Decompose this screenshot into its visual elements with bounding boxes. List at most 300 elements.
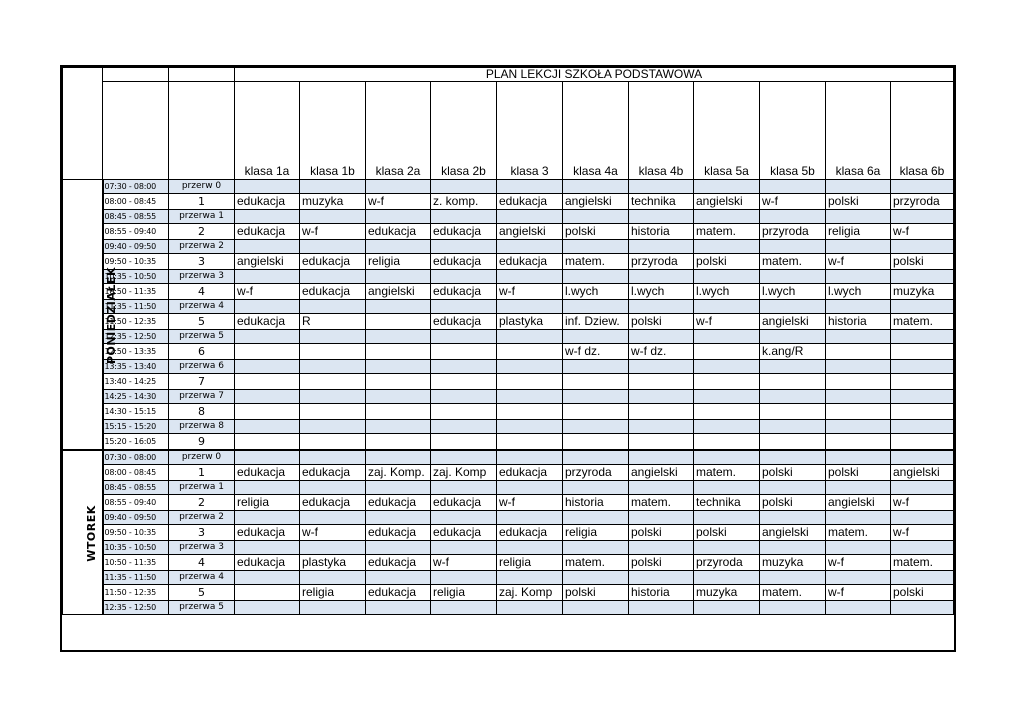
- subject-cell: edukacja: [235, 314, 300, 330]
- break-cell: [497, 601, 563, 615]
- break-cell: [235, 180, 300, 194]
- break-label: przerwa 6: [169, 360, 235, 374]
- subject-cell: technika: [629, 194, 694, 210]
- class-header: klasa 5b: [760, 82, 826, 180]
- subject-cell: w-f: [760, 194, 826, 210]
- day-name: WTOREK: [84, 504, 98, 562]
- break-row: [63, 300, 954, 314]
- page-title: PLAN LEKCJI SZKOŁA PODSTAWOWA: [235, 68, 954, 82]
- subject-cell: [235, 585, 300, 601]
- break-cell: [366, 240, 431, 254]
- subject-cell: l.wych: [629, 284, 694, 300]
- break-cell: [300, 450, 366, 465]
- break-cell: [431, 541, 497, 555]
- subject-cell: w-f: [300, 525, 366, 541]
- subject-cell: angielski: [235, 254, 300, 270]
- time-cell: 12:35 - 12:50: [103, 601, 169, 615]
- break-cell: [431, 450, 497, 465]
- subject-cell: w-f: [366, 194, 431, 210]
- break-cell: [235, 511, 300, 525]
- break-cell: [629, 360, 694, 374]
- subject-cell: polski: [629, 314, 694, 330]
- subject-cell: angielski: [760, 525, 826, 541]
- break-cell: [891, 210, 954, 224]
- subject-cell: religia: [300, 585, 366, 601]
- subject-cell: w-f: [891, 495, 954, 511]
- subject-cell: w-f: [891, 224, 954, 240]
- break-cell: [826, 210, 891, 224]
- break-cell: [826, 390, 891, 404]
- time-cell: 14:25 - 14:30: [103, 390, 169, 404]
- lesson-number: 1: [169, 465, 235, 481]
- break-cell: [563, 450, 629, 465]
- subject-cell: [497, 404, 563, 420]
- subject-cell: religia: [497, 555, 563, 571]
- subject-cell: [497, 434, 563, 451]
- lesson-number: 3: [169, 525, 235, 541]
- break-cell: [300, 571, 366, 585]
- time-cell: 08:45 - 08:55: [103, 210, 169, 224]
- subject-cell: w-f dz.: [629, 344, 694, 360]
- break-cell: [760, 601, 826, 615]
- break-cell: [826, 300, 891, 314]
- break-cell: [891, 481, 954, 495]
- subject-cell: [563, 404, 629, 420]
- subject-cell: matem.: [563, 254, 629, 270]
- lesson-row: [63, 344, 954, 360]
- break-label: przerwa 1: [169, 481, 235, 495]
- break-cell: [629, 511, 694, 525]
- break-cell: [891, 270, 954, 284]
- subject-cell: [891, 434, 954, 451]
- break-cell: [891, 450, 954, 465]
- break-cell: [694, 240, 760, 254]
- time-cell: 09:50 - 10:35: [103, 525, 169, 541]
- break-cell: [431, 481, 497, 495]
- subject-cell: edukacja: [497, 465, 563, 481]
- subject-cell: edukacja: [235, 555, 300, 571]
- time-cell: 12:35 - 12:50: [103, 330, 169, 344]
- break-cell: [694, 450, 760, 465]
- subject-cell: R: [300, 314, 366, 330]
- break-cell: [694, 571, 760, 585]
- time-cell: 12:50 - 13:35: [103, 344, 169, 360]
- break-cell: [497, 571, 563, 585]
- break-cell: [563, 390, 629, 404]
- subject-cell: religia: [431, 585, 497, 601]
- subject-cell: angielski: [563, 194, 629, 210]
- lesson-number: 1: [169, 194, 235, 210]
- break-cell: [235, 481, 300, 495]
- break-cell: [366, 450, 431, 465]
- break-cell: [497, 210, 563, 224]
- time-cell: 15:15 - 15:20: [103, 420, 169, 434]
- subject-cell: [235, 374, 300, 390]
- class-header: klasa 1a: [235, 82, 300, 180]
- break-row: [63, 210, 954, 224]
- subject-cell: polski: [694, 254, 760, 270]
- subject-cell: [694, 374, 760, 390]
- break-cell: [366, 511, 431, 525]
- break-cell: [826, 180, 891, 194]
- subject-cell: w-f: [300, 224, 366, 240]
- subject-cell: [760, 404, 826, 420]
- lesson-number: 3: [169, 254, 235, 270]
- time-cell: 14:30 - 15:15: [103, 404, 169, 420]
- break-cell: [497, 300, 563, 314]
- break-cell: [235, 270, 300, 284]
- break-row: [63, 511, 954, 525]
- subject-cell: matem.: [629, 495, 694, 511]
- break-cell: [300, 180, 366, 194]
- break-cell: [300, 240, 366, 254]
- subject-cell: edukacja: [366, 495, 431, 511]
- break-cell: [629, 450, 694, 465]
- time-cell: 08:45 - 08:55: [103, 481, 169, 495]
- break-cell: [497, 240, 563, 254]
- break-cell: [235, 390, 300, 404]
- subject-cell: edukacja: [431, 254, 497, 270]
- break-cell: [891, 240, 954, 254]
- break-cell: [235, 300, 300, 314]
- break-cell: [891, 541, 954, 555]
- subject-cell: [366, 404, 431, 420]
- lesson-row: [63, 585, 954, 601]
- subject-cell: matem.: [891, 314, 954, 330]
- break-cell: [300, 300, 366, 314]
- break-cell: [366, 481, 431, 495]
- lesson-row: [63, 374, 954, 390]
- break-cell: [694, 300, 760, 314]
- day-label-cell: [63, 450, 103, 615]
- subject-cell: zaj. Komp: [431, 465, 497, 481]
- break-cell: [366, 541, 431, 555]
- break-cell: [694, 420, 760, 434]
- break-cell: [497, 180, 563, 194]
- break-label: przerwa 5: [169, 330, 235, 344]
- subject-cell: polski: [826, 194, 891, 210]
- break-cell: [629, 601, 694, 615]
- time-cell: 10:35 - 10:50: [103, 270, 169, 284]
- break-cell: [694, 511, 760, 525]
- subject-cell: [891, 374, 954, 390]
- break-cell: [694, 210, 760, 224]
- subject-cell: [431, 434, 497, 451]
- time-cell: 11:35 - 11:50: [103, 571, 169, 585]
- break-row: [63, 240, 954, 254]
- subject-cell: w-f: [826, 555, 891, 571]
- subject-cell: religia: [563, 525, 629, 541]
- lesson-row: [63, 254, 954, 270]
- class-header: klasa 5a: [694, 82, 760, 180]
- subject-cell: [629, 434, 694, 451]
- subject-cell: [629, 374, 694, 390]
- subject-cell: w-f: [826, 585, 891, 601]
- break-cell: [366, 420, 431, 434]
- subject-cell: edukacja: [497, 525, 563, 541]
- subject-cell: zaj. Komp: [497, 585, 563, 601]
- subject-cell: angielski: [891, 465, 954, 481]
- lesson-row: [63, 314, 954, 330]
- subject-cell: przyroda: [563, 465, 629, 481]
- time-cell: 08:55 - 09:40: [103, 224, 169, 240]
- break-row: [63, 270, 954, 284]
- break-cell: [431, 180, 497, 194]
- break-cell: [235, 360, 300, 374]
- subject-cell: historia: [629, 224, 694, 240]
- break-cell: [760, 541, 826, 555]
- break-row: [63, 541, 954, 555]
- subject-cell: [366, 374, 431, 390]
- break-label: przerwa 1: [169, 210, 235, 224]
- break-cell: [497, 450, 563, 465]
- subject-cell: edukacja: [235, 224, 300, 240]
- subject-cell: angielski: [826, 495, 891, 511]
- break-label: przerwa 3: [169, 541, 235, 555]
- lesson-row: [63, 194, 954, 210]
- break-cell: [235, 210, 300, 224]
- break-cell: [431, 300, 497, 314]
- break-cell: [235, 420, 300, 434]
- subject-cell: [563, 434, 629, 451]
- break-cell: [694, 541, 760, 555]
- time-cell: 09:40 - 09:50: [103, 240, 169, 254]
- break-cell: [694, 601, 760, 615]
- time-cell: 09:40 - 09:50: [103, 511, 169, 525]
- break-cell: [431, 270, 497, 284]
- subject-cell: angielski: [629, 465, 694, 481]
- break-cell: [497, 541, 563, 555]
- subject-cell: angielski: [497, 224, 563, 240]
- break-cell: [694, 330, 760, 344]
- break-cell: [760, 571, 826, 585]
- lesson-row: [63, 404, 954, 420]
- break-cell: [497, 420, 563, 434]
- subject-cell: [235, 434, 300, 451]
- break-label: przerwa 7: [169, 390, 235, 404]
- time-cell: 08:00 - 08:45: [103, 465, 169, 481]
- subject-cell: muzyka: [300, 194, 366, 210]
- break-cell: [366, 270, 431, 284]
- lesson-number: 5: [169, 314, 235, 330]
- break-cell: [497, 270, 563, 284]
- break-cell: [300, 210, 366, 224]
- subject-cell: historia: [826, 314, 891, 330]
- break-cell: [760, 360, 826, 374]
- class-header: klasa 3: [497, 82, 563, 180]
- subject-cell: polski: [629, 525, 694, 541]
- subject-cell: [431, 404, 497, 420]
- break-row: [63, 420, 954, 434]
- subject-cell: religia: [826, 224, 891, 240]
- break-cell: [891, 360, 954, 374]
- break-cell: [826, 240, 891, 254]
- break-cell: [694, 390, 760, 404]
- time-cell: 10:35 - 10:50: [103, 541, 169, 555]
- subject-cell: matem.: [563, 555, 629, 571]
- lesson-row: [63, 465, 954, 481]
- subject-cell: polski: [563, 585, 629, 601]
- break-cell: [563, 360, 629, 374]
- subject-cell: polski: [760, 465, 826, 481]
- subject-cell: matem.: [891, 555, 954, 571]
- break-cell: [694, 180, 760, 194]
- subject-cell: angielski: [694, 194, 760, 210]
- break-cell: [366, 390, 431, 404]
- subject-cell: historia: [629, 585, 694, 601]
- break-cell: [300, 270, 366, 284]
- subject-cell: polski: [760, 495, 826, 511]
- subject-cell: edukacja: [300, 465, 366, 481]
- break-cell: [891, 180, 954, 194]
- break-cell: [431, 330, 497, 344]
- subject-cell: [300, 374, 366, 390]
- subject-cell: [497, 344, 563, 360]
- lesson-number: 2: [169, 495, 235, 511]
- subject-cell: matem.: [760, 254, 826, 270]
- break-cell: [826, 511, 891, 525]
- break-cell: [826, 270, 891, 284]
- break-cell: [760, 511, 826, 525]
- break-cell: [629, 270, 694, 284]
- subject-cell: [235, 344, 300, 360]
- subject-cell: [760, 374, 826, 390]
- time-cell: 09:50 - 10:35: [103, 254, 169, 270]
- lesson-number: 6: [169, 344, 235, 360]
- break-cell: [760, 240, 826, 254]
- subject-cell: [826, 374, 891, 390]
- break-cell: [826, 360, 891, 374]
- subject-cell: edukacja: [497, 254, 563, 270]
- subject-cell: [431, 374, 497, 390]
- break-cell: [760, 180, 826, 194]
- day-name: PONIEDZIAŁEK: [105, 266, 119, 364]
- subject-cell: [366, 434, 431, 451]
- subject-cell: edukacja: [366, 224, 431, 240]
- subject-cell: plastyka: [300, 555, 366, 571]
- break-cell: [300, 541, 366, 555]
- header-time-col: [103, 82, 169, 180]
- break-cell: [235, 240, 300, 254]
- break-cell: [563, 240, 629, 254]
- subject-cell: w-f: [431, 555, 497, 571]
- break-cell: [760, 270, 826, 284]
- subject-cell: przyroda: [694, 555, 760, 571]
- subject-cell: edukacja: [366, 585, 431, 601]
- subject-cell: polski: [891, 254, 954, 270]
- break-cell: [760, 481, 826, 495]
- subject-cell: [694, 404, 760, 420]
- break-cell: [563, 601, 629, 615]
- subject-cell: zaj. Komp.: [366, 465, 431, 481]
- class-header: klasa 4a: [563, 82, 629, 180]
- break-row: [63, 180, 954, 194]
- break-row: [63, 571, 954, 585]
- break-cell: [431, 571, 497, 585]
- header-blank: [103, 68, 169, 82]
- break-cell: [235, 330, 300, 344]
- subject-cell: edukacja: [235, 525, 300, 541]
- break-cell: [891, 420, 954, 434]
- break-cell: [431, 390, 497, 404]
- break-cell: [760, 300, 826, 314]
- subject-cell: w-f: [497, 284, 563, 300]
- lesson-number: 4: [169, 284, 235, 300]
- time-cell: 11:50 - 12:35: [103, 314, 169, 330]
- subject-cell: [300, 344, 366, 360]
- break-cell: [760, 390, 826, 404]
- header-blank: [169, 68, 235, 82]
- break-cell: [563, 511, 629, 525]
- subject-cell: [563, 374, 629, 390]
- subject-cell: technika: [694, 495, 760, 511]
- break-cell: [891, 390, 954, 404]
- subject-cell: [891, 404, 954, 420]
- time-cell: 11:35 - 11:50: [103, 300, 169, 314]
- lesson-number: 2: [169, 224, 235, 240]
- subject-cell: polski: [563, 224, 629, 240]
- break-cell: [760, 450, 826, 465]
- break-cell: [300, 601, 366, 615]
- subject-cell: polski: [629, 555, 694, 571]
- break-cell: [300, 511, 366, 525]
- subject-cell: polski: [826, 465, 891, 481]
- lesson-row: [63, 555, 954, 571]
- subject-cell: matem.: [760, 585, 826, 601]
- subject-cell: [629, 404, 694, 420]
- break-cell: [497, 481, 563, 495]
- subject-cell: w-f: [891, 525, 954, 541]
- break-cell: [826, 571, 891, 585]
- subject-cell: religia: [366, 254, 431, 270]
- break-cell: [826, 481, 891, 495]
- break-cell: [629, 210, 694, 224]
- subject-cell: edukacja: [431, 224, 497, 240]
- subject-cell: [235, 404, 300, 420]
- break-cell: [760, 420, 826, 434]
- subject-cell: przyroda: [891, 194, 954, 210]
- break-cell: [891, 601, 954, 615]
- break-row: [63, 481, 954, 495]
- subject-cell: w-f: [694, 314, 760, 330]
- subject-cell: historia: [563, 495, 629, 511]
- subject-cell: edukacja: [431, 495, 497, 511]
- break-cell: [497, 330, 563, 344]
- break-cell: [891, 300, 954, 314]
- subject-cell: matem.: [826, 525, 891, 541]
- subject-cell: edukacja: [300, 284, 366, 300]
- break-cell: [760, 210, 826, 224]
- break-cell: [563, 210, 629, 224]
- break-cell: [563, 300, 629, 314]
- subject-cell: edukacja: [431, 314, 497, 330]
- break-cell: [366, 330, 431, 344]
- lesson-number: 4: [169, 555, 235, 571]
- subject-cell: [760, 434, 826, 451]
- subject-cell: przyroda: [629, 254, 694, 270]
- header-lesson-col: [169, 82, 235, 180]
- class-header: klasa 4b: [629, 82, 694, 180]
- break-cell: [826, 541, 891, 555]
- subject-cell: l.wych: [563, 284, 629, 300]
- subject-cell: edukacja: [431, 284, 497, 300]
- lesson-row: [63, 284, 954, 300]
- break-cell: [235, 601, 300, 615]
- break-cell: [760, 330, 826, 344]
- break-cell: [300, 481, 366, 495]
- subject-cell: [366, 344, 431, 360]
- break-label: przerwa 4: [169, 571, 235, 585]
